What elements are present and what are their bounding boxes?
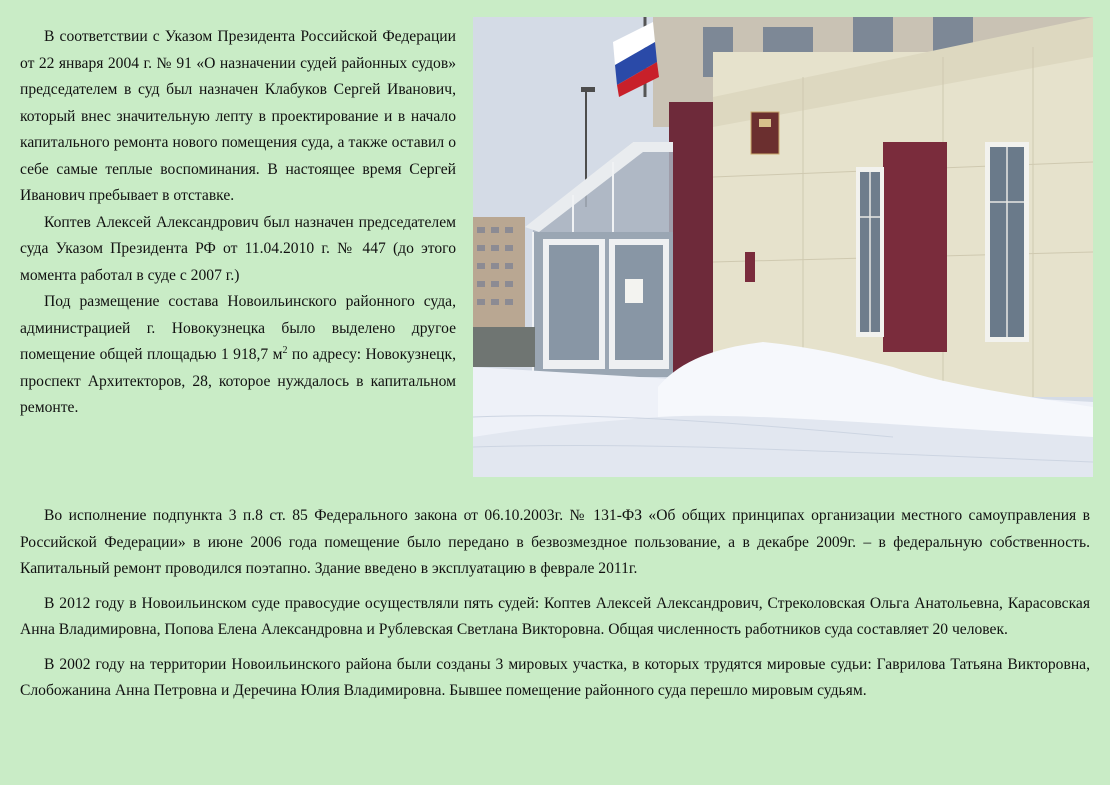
area-unit-superscript: 2 [282,344,288,356]
paragraph-transfer-ownership: Во исполнение подпункта 3 п.8 ст. 85 Федерального закона от 06.10.2003г. № 131-ФЗ «Об общих принципах организации местного самоуправления в Российской Федерации» в июне 2006 года помещение было передано в безвозмездное пользование, а в декабре 2009г. – в федеральную собственность. Капитальный ремонт проводился поэтапно. Здание введено в эксплуатацию в феврале 2011г. [20,507,1090,577]
court-building-photo [473,17,1093,477]
area-text-before: Под размещение состава Новоильинского районного суда, администрацией г. Новокузнецка было выделено другое помещение общей площадью 1 918,7 м [20,293,456,363]
bottom-text-block [20,503,1090,713]
paragraph-judges-2012: В 2012 году в Новоильинском суде правосудие осуществляли пять судей: Коптев Алексей Александрович, Стреколовская Ольга Анатольевна, Карасовская Анна Владимировна, Попова Елена Александровна и Рублевская Светлана Викторовна. Общая численность работников суда составляет 20 человек. [20,594,1090,638]
left-text-column [20,24,456,422]
paragraph-appointment-koptev: Коптев Алексей Александрович был назначен председателем суда Указом Президента РФ от 11.04.2010 г. № 447 (до этого момента работал в суде с 2007 г.) [20,213,456,284]
area-text-after: по адресу: Новокузнецк, проспект Архитекторов, 28, которое нуждалось в капитальном ремонте. [20,346,456,416]
paragraph-building-area [20,289,456,422]
paragraph-appointment-klabukov: В соответствии с Указом Президента Российской Федерации от 22 января 2004 г. № 91 «О назначении судей районных судов» председателем в суд был назначен Клабуков Сергей Иванович, который внес значительную лепту в проектирование и в начало капитального ремонта нового помещения суда, а также оставил о себе самые теплые воспоминания. В настоящее время Сергей Иванович пребывает в отставке. [20,28,456,204]
paragraph-magistrate-sections: В 2002 году на территории Новоильинского района были созданы 3 мировых участка, в которых трудятся мировые судьи: Гаврилова Татьяна Викторовна, Слобожанина Анна Петровна и Деречина Юлия Владимировна. Бывшее помещение районного суда перешло мировым судьям. [20,655,1090,699]
